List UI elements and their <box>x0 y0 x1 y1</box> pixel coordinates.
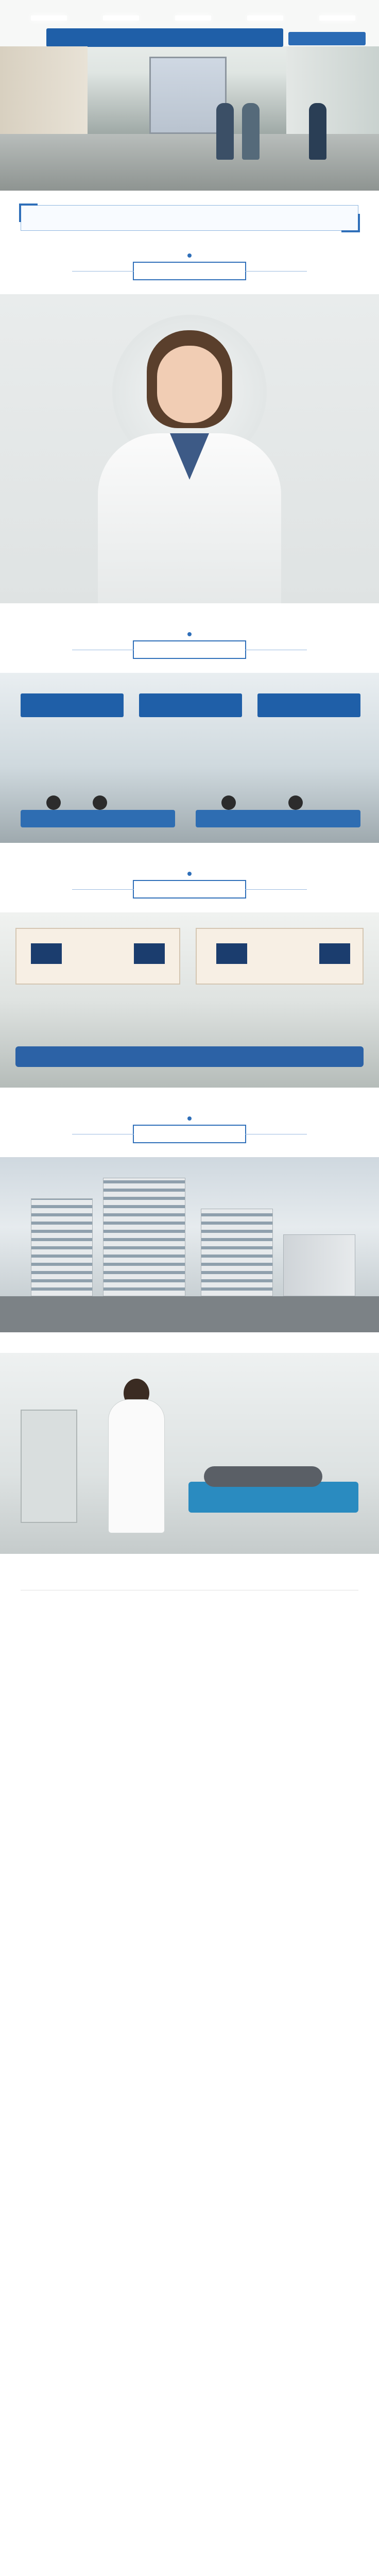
section-2-title <box>133 640 246 659</box>
section-4-body-end <box>0 1554 379 1565</box>
section-4-title <box>133 1125 246 1143</box>
section-3-body-continued <box>0 1088 379 1099</box>
section-1-body-continued <box>0 603 379 615</box>
section-3-title <box>133 880 246 899</box>
footer-meta <box>21 1598 358 1607</box>
article-footer <box>0 1574 379 1628</box>
section-2-body-continued <box>0 843 379 854</box>
section-3-heading <box>0 872 379 901</box>
hospital-corridor-photo <box>0 0 379 191</box>
intro-quote-box <box>21 205 358 231</box>
ward-door <box>149 57 227 134</box>
section-2-heading <box>0 632 379 662</box>
waiting-hall-photo <box>0 673 379 843</box>
direction-sign <box>288 32 366 45</box>
department-sign <box>46 28 283 47</box>
hospital-building-photo <box>0 1157 379 1332</box>
outpatient-clinic-photo <box>0 912 379 1088</box>
intro <box>0 191 379 236</box>
section-4-heading <box>0 1116 379 1146</box>
section-1-title <box>133 262 246 280</box>
consultation-room-photo <box>0 1353 379 1554</box>
doctor-portrait-photo <box>0 294 379 603</box>
section-1-heading <box>0 253 379 283</box>
section-4-body-continued <box>0 1332 379 1344</box>
